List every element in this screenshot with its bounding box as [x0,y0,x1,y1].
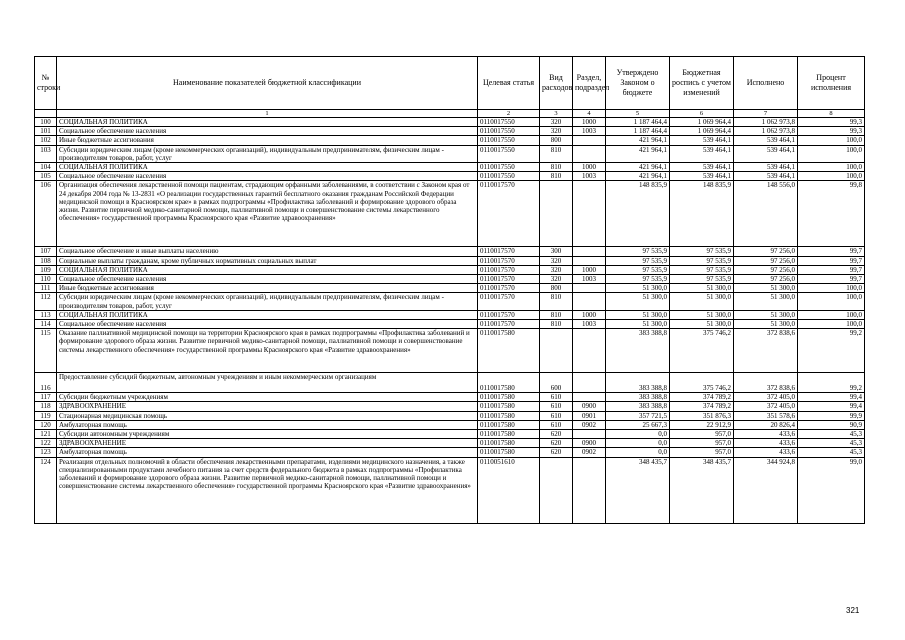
target-article-cell: 0110017550 [478,136,540,145]
row-number-cell: 120 [35,420,57,429]
approved-amount-cell: 148 835,9 [606,181,670,247]
indicator-name-cell: Социальное обеспечение населения [57,275,478,284]
indicator-name-cell: Амбулаторная помощь [57,448,478,457]
header-executed: Исполнено [734,57,798,110]
budget-painting-cell: 374 789,2 [670,393,734,402]
percent-cell: 99,8 [798,181,865,247]
section-cell: 0901 [573,411,606,420]
budget-painting-cell: 97 535,9 [670,256,734,265]
expense-type-cell: 800 [540,136,573,145]
header-percent: Процент исполнения [798,57,865,110]
expense-type-cell: 620 [540,448,573,457]
target-article-cell: 0110017550 [478,172,540,181]
row-number-cell: 118 [35,402,57,411]
target-article-cell: 0110017550 [478,127,540,136]
section-cell: 1000 [573,118,606,127]
percent-cell: 100,0 [798,172,865,181]
approved-amount-cell: 348 435,7 [606,457,670,523]
executed-amount-cell: 51 300,0 [734,320,798,329]
executed-amount-cell: 20 826,4 [734,420,798,429]
percent-cell: 99,9 [798,411,865,420]
budget-painting-cell: 51 300,0 [670,310,734,319]
table-row [35,439,865,448]
header-section: Раздел, подраздел [573,57,606,110]
table-row [35,320,865,329]
percent-cell: 45,3 [798,430,865,439]
budget-painting-cell: 351 876,3 [670,411,734,420]
indicator-name-cell: ЗДРАВООХРАНЕНИЕ [57,402,478,411]
indicator-name-cell: Социальное обеспечение населения [57,127,478,136]
header-row-no: № строки [35,57,57,110]
table-row [35,265,865,274]
budget-painting-cell: 539 464,1 [670,163,734,172]
section-cell: 1003 [573,275,606,284]
percent-cell: 100,0 [798,310,865,319]
percent-cell: 100,0 [798,145,865,162]
executed-amount-cell: 372 838,6 [734,329,798,373]
budget-painting-cell: 148 835,9 [670,181,734,247]
table-row [35,402,865,411]
row-number-cell: 116 [35,373,57,393]
target-article-cell: 0110017580 [478,373,540,393]
expense-type-cell: 320 [540,127,573,136]
table-row [35,118,865,127]
target-article-cell: 0110017580 [478,420,540,429]
approved-amount-cell: 357 721,5 [606,411,670,420]
approved-amount-cell: 97 535,9 [606,275,670,284]
executed-amount-cell: 1 062 973,8 [734,118,798,127]
approved-amount-cell: 383 388,8 [606,402,670,411]
section-cell: 0900 [573,439,606,448]
section-cell [573,373,606,393]
indicator-name-cell: СОЦИАЛЬНАЯ ПОЛИТИКА [57,265,478,274]
table-row [35,329,865,373]
executed-amount-cell: 344 924,8 [734,457,798,523]
target-article-cell: 0110017570 [478,256,540,265]
executed-amount-cell: 51 300,0 [734,293,798,310]
indicator-name-cell: Субсидии автономным учреждениям [57,430,478,439]
percent-cell: 99,0 [798,457,865,523]
indicator-name-cell: Реализация отдельных полномочий в области обеспечения лекарственными препаратами, изделиями медицинского назначения, а также специализированными продуктами лечебного питания за счет средств федерального бюджета в рамках подпрограммы «Профилактика заболеваний и формирование здорового образа жизни. Развитие первичной медико-санитарной помощи, паллиативной помощи и совершенствование системы лекарственного обеспечения» государственной программы Красноярского края «Развитие здравоохранения» [57,457,478,523]
header-name: Наименование показателей бюджетной классификации [57,57,478,110]
indicator-name-cell: Субсидии юридическим лицам (кроме некоммерческих организаций), индивидуальным предпринимателям, физическим лицам - производителям товаров, работ, услуг [57,145,478,162]
approved-amount-cell: 97 535,9 [606,256,670,265]
budget-table-sheet [34,56,864,524]
target-article-cell: 0110017570 [478,293,540,310]
executed-amount-cell: 433,6 [734,448,798,457]
table-row [35,457,865,523]
percent-cell: 100,0 [798,136,865,145]
header-target: Целевая статья [478,57,540,110]
percent-cell: 100,0 [798,163,865,172]
table-row [35,145,865,162]
budget-painting-cell: 957,0 [670,448,734,457]
section-cell [573,430,606,439]
column-number: 3 [540,110,573,118]
target-article-cell: 0110017570 [478,284,540,293]
percent-cell: 99,4 [798,402,865,411]
indicator-name-cell: Социальное обеспечение населения [57,320,478,329]
executed-amount-cell: 539 464,1 [734,145,798,162]
budget-painting-cell: 51 300,0 [670,320,734,329]
approved-amount-cell: 421 964,1 [606,145,670,162]
executed-amount-cell: 372 838,6 [734,373,798,393]
indicator-name-cell: Стационарная медицинская помощь [57,411,478,420]
table-header [35,57,865,118]
table-row [35,310,865,319]
row-number-cell: 121 [35,430,57,439]
row-number-cell: 117 [35,393,57,402]
target-article-cell: 0110017570 [478,320,540,329]
budget-painting-cell: 51 300,0 [670,293,734,310]
approved-amount-cell: 383 388,8 [606,373,670,393]
expense-type-cell: 320 [540,265,573,274]
approved-amount-cell: 383 388,8 [606,329,670,373]
section-cell [573,136,606,145]
approved-amount-cell: 421 964,1 [606,172,670,181]
row-number-cell: 122 [35,439,57,448]
approved-amount-cell: 1 187 464,4 [606,127,670,136]
row-number-cell: 100 [35,118,57,127]
section-cell [573,457,606,523]
indicator-name-cell: Иные бюджетные ассигнования [57,136,478,145]
executed-amount-cell: 433,6 [734,430,798,439]
target-article-cell: 0110017580 [478,430,540,439]
budget-painting-cell: 539 464,1 [670,136,734,145]
table-row [35,293,865,310]
percent-cell: 45,3 [798,448,865,457]
expense-type-cell: 320 [540,256,573,265]
expense-type-cell: 600 [540,373,573,393]
approved-amount-cell: 1 187 464,4 [606,118,670,127]
section-cell: 0900 [573,402,606,411]
indicator-name-cell: СОЦИАЛЬНАЯ ПОЛИТИКА [57,118,478,127]
executed-amount-cell: 148 556,0 [734,181,798,247]
row-number-cell: 110 [35,275,57,284]
executed-amount-cell: 539 464,1 [734,136,798,145]
executed-amount-cell: 51 300,0 [734,310,798,319]
indicator-name-cell: Организация обеспечения лекарственной помощи пациентам, страдающим орфанными заболеваниями, в соответствии с Законом края от 24 декабря 2004 года № 13-2831 «О реализации государственных гарантий бесплатного оказания гражданам Российской Федерации медицинской помощи в Красноярском крае» в рамках подпрограммы «Профилактика заболеваний и формирование здорового образа жизни. Развитие первичной медико-санитарной помощи, паллиативной помощи и совершенствование системы лекарственного обеспечения» государственной программы Красноярского края «Развитие здравоохранения» [57,181,478,247]
percent-cell: 99,2 [798,329,865,373]
expense-type-cell: 610 [540,402,573,411]
budget-painting-cell: 957,0 [670,439,734,448]
target-article-cell: 0110017570 [478,265,540,274]
table-row [35,420,865,429]
table-row [35,373,865,393]
expense-type-cell: 320 [540,275,573,284]
approved-amount-cell: 25 667,3 [606,420,670,429]
percent-cell: 99,7 [798,275,865,284]
indicator-name-cell: Субсидии бюджетным учреждениям [57,393,478,402]
percent-cell: 45,3 [798,439,865,448]
row-number-cell: 123 [35,448,57,457]
row-number-cell: 111 [35,284,57,293]
section-cell [573,329,606,373]
header-painting: Бюджетная роспись с учетом изменений [670,57,734,110]
section-cell [573,145,606,162]
approved-amount-cell: 51 300,0 [606,284,670,293]
row-number-cell: 109 [35,265,57,274]
indicator-name-cell: Социальное обеспечение населения [57,172,478,181]
budget-painting-cell: 1 069 964,4 [670,118,734,127]
budget-painting-cell: 22 912,9 [670,420,734,429]
row-number-cell: 102 [35,136,57,145]
budget-painting-cell: 374 789,2 [670,402,734,411]
expense-type-cell: 610 [540,411,573,420]
section-cell: 1003 [573,320,606,329]
approved-amount-cell: 0,0 [606,430,670,439]
section-cell: 1003 [573,172,606,181]
column-number: 7 [734,110,798,118]
target-article-cell: 0110017570 [478,310,540,319]
indicator-name-cell: Иные бюджетные ассигнования [57,284,478,293]
budget-painting-cell: 51 300,0 [670,284,734,293]
expense-type-cell: 810 [540,145,573,162]
percent-cell: 99,7 [798,265,865,274]
executed-amount-cell: 97 256,0 [734,256,798,265]
column-number: 4 [573,110,606,118]
section-cell [573,247,606,256]
budget-painting-cell: 539 464,1 [670,172,734,181]
section-cell [573,284,606,293]
approved-amount-cell: 0,0 [606,448,670,457]
percent-cell: 100,0 [798,284,865,293]
column-number: 1 [57,110,478,118]
expense-type-cell [540,181,573,247]
table-row [35,411,865,420]
section-cell: 1000 [573,265,606,274]
approved-amount-cell: 383 388,8 [606,393,670,402]
expense-type-cell: 810 [540,293,573,310]
target-article-cell: 0110017580 [478,393,540,402]
executed-amount-cell: 539 464,1 [734,172,798,181]
expense-type-cell: 810 [540,320,573,329]
section-cell: 0902 [573,448,606,457]
row-number-cell: 112 [35,293,57,310]
table-row [35,163,865,172]
approved-amount-cell: 421 964,1 [606,136,670,145]
target-article-cell: 0110017580 [478,329,540,373]
target-article-cell: 0110017580 [478,411,540,420]
table-row [35,136,865,145]
section-cell: 0902 [573,420,606,429]
expense-type-cell [540,457,573,523]
budget-painting-cell: 375 746,2 [670,373,734,393]
row-number-cell: 108 [35,256,57,265]
row-number-cell: 103 [35,145,57,162]
indicator-name-cell: СОЦИАЛЬНАЯ ПОЛИТИКА [57,163,478,172]
expense-type-cell: 810 [540,310,573,319]
budget-painting-cell: 1 069 964,4 [670,127,734,136]
percent-cell: 99,4 [798,393,865,402]
table-row [35,393,865,402]
executed-amount-cell: 372 405,0 [734,393,798,402]
section-cell [573,181,606,247]
expense-type-cell: 800 [540,284,573,293]
row-number-cell: 115 [35,329,57,373]
row-number-cell: 107 [35,247,57,256]
target-article-cell: 0110051610 [478,457,540,523]
row-number-cell: 113 [35,310,57,319]
budget-table [34,56,865,524]
indicator-name-cell: Оказание паллиативной медицинской помощи на территории Красноярского края в рамках подпрограммы «Профилактика заболеваний и формирование здорового образа жизни. Развитие первичной медико-санитарной помощи, паллиативной помощи и совершенствование системы лекарственного обеспечения» государственной программы Красноярского края «Развитие здравоохранения» [57,329,478,373]
approved-amount-cell: 51 300,0 [606,293,670,310]
percent-cell: 99,7 [798,256,865,265]
column-number-row [35,110,865,118]
page-number: 321 [846,606,860,615]
row-number-cell: 105 [35,172,57,181]
executed-amount-cell: 539 464,1 [734,163,798,172]
expense-type-cell: 610 [540,420,573,429]
budget-painting-cell: 97 535,9 [670,275,734,284]
executed-amount-cell: 51 300,0 [734,284,798,293]
table-row [35,181,865,247]
executed-amount-cell: 372 405,0 [734,402,798,411]
approved-amount-cell: 51 300,0 [606,310,670,319]
executed-amount-cell: 97 256,0 [734,247,798,256]
target-article-cell: 0110017570 [478,275,540,284]
percent-cell: 100,0 [798,320,865,329]
executed-amount-cell: 1 062 973,8 [734,127,798,136]
indicator-name-cell: Социальное обеспечение и иные выплаты населению [57,247,478,256]
executed-amount-cell: 97 256,0 [734,265,798,274]
column-number: 6 [670,110,734,118]
approved-amount-cell: 0,0 [606,439,670,448]
budget-painting-cell: 97 535,9 [670,247,734,256]
target-article-cell: 0110017580 [478,402,540,411]
indicator-name-cell: Субсидии юридическим лицам (кроме некоммерческих организаций), индивидуальным предпринимателям, физическим лицам - производителям товаров, работ, услуг [57,293,478,310]
target-article-cell: 0110017570 [478,247,540,256]
approved-amount-cell: 51 300,0 [606,320,670,329]
target-article-cell: 0110017580 [478,448,540,457]
table-row [35,448,865,457]
header-expense-type: Вид расходов [540,57,573,110]
target-article-cell: 0110017550 [478,163,540,172]
column-number: 5 [606,110,670,118]
section-cell: 1003 [573,127,606,136]
row-number-cell: 104 [35,163,57,172]
table-body [35,118,865,524]
table-row [35,275,865,284]
table-row [35,172,865,181]
row-number-cell: 114 [35,320,57,329]
approved-amount-cell: 97 535,9 [606,265,670,274]
indicator-name-cell: Социальные выплаты гражданам, кроме публичных нормативных социальных выплат [57,256,478,265]
column-number: 8 [798,110,865,118]
table-row [35,127,865,136]
column-number: 2 [478,110,540,118]
section-cell [573,393,606,402]
section-cell: 1000 [573,310,606,319]
budget-painting-cell: 957,0 [670,430,734,439]
indicator-name-cell: ЗДРАВООХРАНЕНИЕ [57,439,478,448]
header-approved: Утверждено Законом о бюджете [606,57,670,110]
expense-type-cell: 620 [540,439,573,448]
row-number-cell: 106 [35,181,57,247]
executed-amount-cell: 433,6 [734,439,798,448]
table-row [35,247,865,256]
section-cell [573,256,606,265]
expense-type-cell: 810 [540,172,573,181]
target-article-cell: 0110017550 [478,118,540,127]
row-number-cell: 124 [35,457,57,523]
expense-type-cell: 300 [540,247,573,256]
column-number [35,110,57,118]
indicator-name-cell: Амбулаторная помощь [57,420,478,429]
percent-cell: 99,3 [798,127,865,136]
executed-amount-cell: 97 256,0 [734,275,798,284]
expense-type-cell: 620 [540,430,573,439]
row-number-cell: 119 [35,411,57,420]
table-row [35,430,865,439]
target-article-cell: 0110017570 [478,181,540,247]
expense-type-cell: 810 [540,163,573,172]
target-article-cell: 0110017580 [478,439,540,448]
executed-amount-cell: 351 578,6 [734,411,798,420]
target-article-cell: 0110017550 [478,145,540,162]
percent-cell: 90,9 [798,420,865,429]
budget-painting-cell: 539 464,1 [670,145,734,162]
expense-type-cell: 320 [540,118,573,127]
budget-painting-cell: 97 535,9 [670,265,734,274]
percent-cell: 99,2 [798,373,865,393]
expense-type-cell [540,329,573,373]
indicator-name-cell: Предоставление субсидий бюджетным, автономным учреждениям и иным некоммерческим организациям [57,373,478,393]
approved-amount-cell: 421 964,1 [606,163,670,172]
expense-type-cell: 610 [540,393,573,402]
percent-cell: 99,7 [798,247,865,256]
table-row [35,284,865,293]
section-cell: 1000 [573,163,606,172]
budget-painting-cell: 375 746,2 [670,329,734,373]
approved-amount-cell: 97 535,9 [606,247,670,256]
indicator-name-cell: СОЦИАЛЬНАЯ ПОЛИТИКА [57,310,478,319]
percent-cell: 99,3 [798,118,865,127]
row-number-cell: 101 [35,127,57,136]
section-cell [573,293,606,310]
budget-painting-cell: 348 435,7 [670,457,734,523]
percent-cell: 100,0 [798,293,865,310]
table-row [35,256,865,265]
